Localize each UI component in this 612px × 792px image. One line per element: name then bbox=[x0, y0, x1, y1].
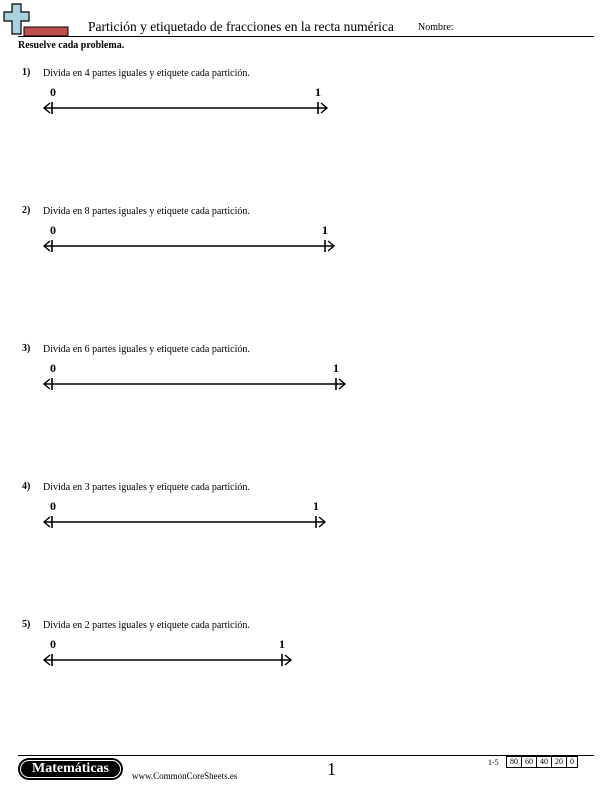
start-tick-label: 0 bbox=[50, 637, 56, 651]
subject-badge bbox=[18, 758, 123, 780]
score-box: 20 bbox=[551, 756, 567, 768]
problem-prompt: Divida en 2 partes iguales y etiquete cada partición. bbox=[43, 620, 250, 631]
problem-number: 4) bbox=[22, 481, 31, 492]
problem-1 bbox=[0, 67, 612, 147]
problem-number: 1) bbox=[22, 67, 31, 78]
plus-sign-logo-icon bbox=[0, 0, 70, 38]
number-line bbox=[0, 619, 612, 679]
subject-label: Matemáticas bbox=[20, 760, 121, 778]
problem-3 bbox=[0, 343, 612, 423]
number-line bbox=[0, 205, 612, 265]
problem-prompt: Divida en 3 partes iguales y etiquete cada partición. bbox=[43, 482, 250, 493]
problem-number: 5) bbox=[22, 619, 31, 630]
start-tick-label: 0 bbox=[50, 223, 56, 237]
number-line bbox=[0, 481, 612, 541]
start-tick-label: 0 bbox=[50, 361, 56, 375]
end-tick-label: 1 bbox=[322, 223, 328, 237]
score-box: 80 bbox=[506, 756, 522, 768]
score-box: 40 bbox=[536, 756, 552, 768]
start-tick-label: 0 bbox=[50, 85, 56, 99]
worksheet-header bbox=[0, 0, 612, 51]
problem-4 bbox=[0, 481, 612, 561]
problem-range: 1-5 bbox=[488, 758, 499, 767]
end-tick-label: 1 bbox=[279, 637, 285, 651]
header-divider bbox=[18, 36, 594, 37]
page-title: Partición y etiquetado de fracciones en la recta numérica bbox=[88, 19, 394, 34]
website-text: www.CommonCoreSheets.es bbox=[132, 771, 238, 781]
problem-prompt: Divida en 4 partes iguales y etiquete cada partición. bbox=[43, 68, 250, 79]
problem-5 bbox=[0, 619, 612, 699]
score-box: 60 bbox=[521, 756, 537, 768]
number-line bbox=[0, 343, 612, 403]
end-tick-label: 1 bbox=[315, 85, 321, 99]
score-box: 0 bbox=[566, 756, 578, 768]
problem-number: 2) bbox=[22, 205, 31, 216]
page-number: 1 bbox=[327, 759, 336, 779]
end-tick-label: 1 bbox=[333, 361, 339, 375]
problem-prompt: Divida en 8 partes iguales y etiquete cada partición. bbox=[43, 206, 250, 217]
name-field-label: Nombre: bbox=[418, 22, 454, 33]
problem-number: 3) bbox=[22, 343, 31, 354]
instructions: Resuelve cada problema. bbox=[18, 40, 125, 51]
start-tick-label: 0 bbox=[50, 499, 56, 513]
problem-2 bbox=[0, 205, 612, 285]
end-tick-label: 1 bbox=[313, 499, 319, 513]
score-boxes bbox=[507, 756, 578, 768]
problem-prompt: Divida en 6 partes iguales y etiquete cada partición. bbox=[43, 344, 250, 355]
number-line bbox=[0, 67, 612, 127]
